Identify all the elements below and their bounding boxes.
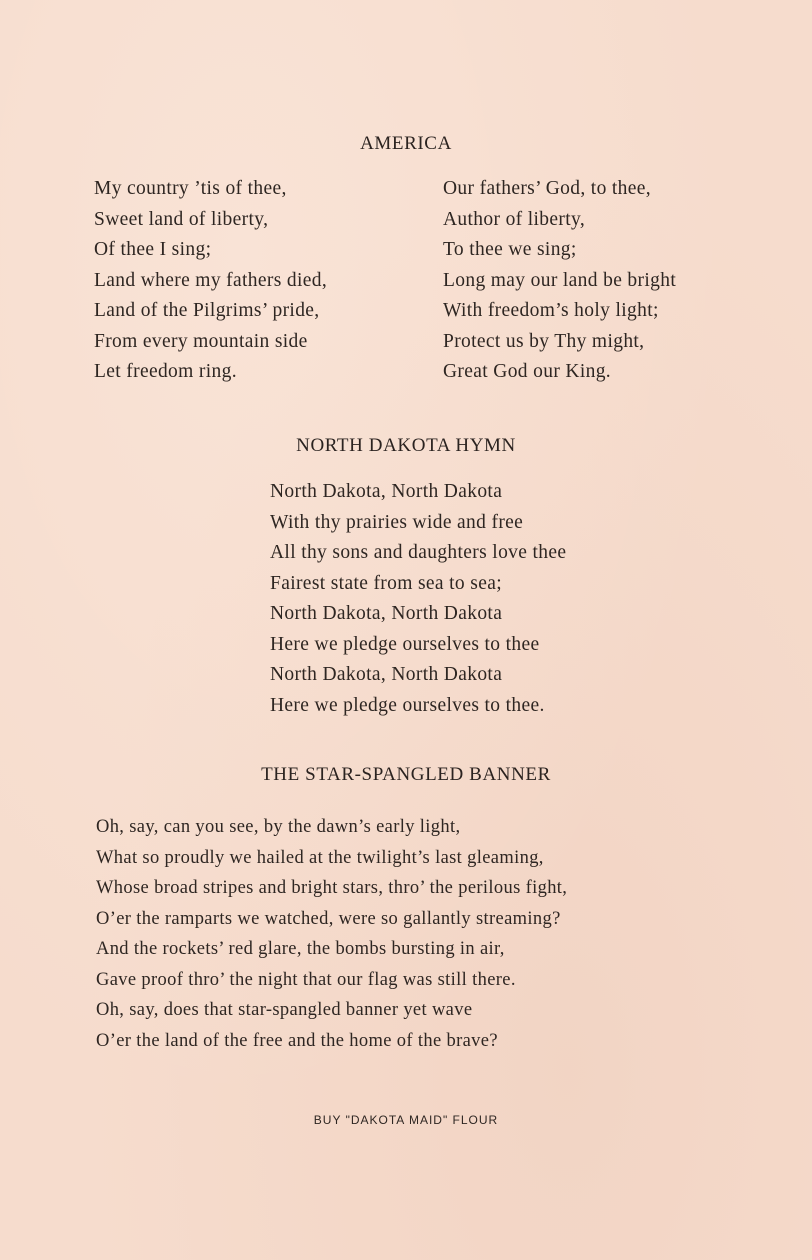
verse-line: Gave proof thro’ the night that our flag was still there. <box>96 969 516 990</box>
verse-line: To thee we sing; <box>443 239 577 260</box>
verse-line: Our fathers’ God, to thee, <box>443 178 652 199</box>
north-dakota-hymn-verse <box>270 477 566 721</box>
verse-line: Author of liberty, <box>443 208 586 230</box>
star-spangled-banner-title: THE STAR-SPANGLED BANNER <box>261 764 551 785</box>
verse-line: Oh, say, can you see, by the dawn’s early light, <box>96 817 461 837</box>
verse-line: With thy prairies wide and free <box>270 511 524 533</box>
verse-line: Here we pledge ourselves to thee. <box>270 694 545 716</box>
verse-line: Of thee I sing; <box>94 239 212 260</box>
verse-line: All thy sons and daughters love thee <box>270 542 567 563</box>
verse-line: Land where my fathers died, <box>94 269 328 291</box>
verse-line: From every mountain side <box>94 330 308 352</box>
footer-advertisement: BUY "DAKOTA MAID" FLOUR <box>313 1113 499 1127</box>
verse-line: Great God our King. <box>443 361 612 382</box>
verse-line: North Dakota, North Dakota <box>270 481 503 502</box>
verse-line: My country ’tis of thee, <box>94 178 287 199</box>
america-title: AMERICA <box>360 133 452 154</box>
america-verse-left <box>94 174 327 388</box>
verse-line: Sweet land of liberty, <box>94 208 269 230</box>
verse-line: With freedom’s holy light; <box>443 300 659 321</box>
verse-line: Long may our land be bright <box>443 269 677 291</box>
verse-line: Let freedom ring. <box>94 361 237 382</box>
star-spangled-banner-verse <box>96 812 567 1056</box>
verse-line: Here we pledge ourselves to thee <box>270 633 540 655</box>
verse-line: Land of the Pilgrims’ pride, <box>94 300 320 321</box>
verse-line: What so proudly we hailed at the twilight’s last gleaming, <box>96 847 544 868</box>
verse-line: Fairest state from sea to sea; <box>270 572 502 594</box>
verse-line: North Dakota, North Dakota <box>270 603 503 624</box>
verse-line: And the rockets’ red glare, the bombs bursting in air, <box>96 939 505 959</box>
verse-line: Whose broad stripes and bright stars, thro’ the perilous fight, <box>96 878 568 898</box>
verse-line: Protect us by Thy might, <box>443 330 645 352</box>
america-verse-right <box>443 174 676 388</box>
verse-line: North Dakota, North Dakota <box>270 664 503 685</box>
verse-line: Oh, say, does that star-spangled banner yet wave <box>96 1000 473 1020</box>
verse-line: O’er the land of the free and the home of the brave? <box>96 1030 498 1051</box>
verse-line: O’er the ramparts we watched, were so gallantly streaming? <box>96 908 561 929</box>
north-dakota-hymn-title: NORTH DAKOTA HYMN <box>296 435 516 456</box>
